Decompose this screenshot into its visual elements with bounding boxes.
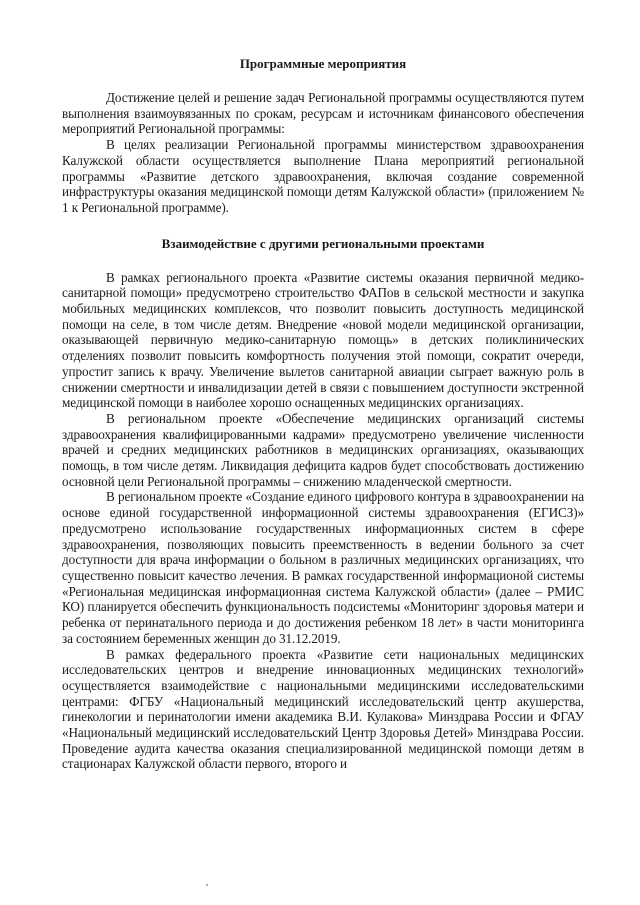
paragraph: В целях реализации Региональной программы министерством здравоохранения Калужской области осуществляется выполнение Плана мероприятий региональной программы «Развитие детского здравоохранения, включая создание современной инфраструктуры оказания медицинской помощи детям Калужской области» (приложением № 1 к Региональной программе). [62, 137, 584, 215]
scan-speck [206, 884, 208, 886]
paragraph: В рамках федерального проекта «Развитие сети национальных медицинских исследовательских центров и внедрение инновационных медицинских технологий» осуществляется взаимодействие с национальными медицинскими исследовательскими центрами: ФГБУ «Национальный медицинский исследовательский центр акушерства, гинекологии и перинатологии имени академика В.И. Кулакова» Минздрава России и ФГАУ «Национальный медицинский исследовательский Центр Здоровья Детей» Минздрава России. Проведение аудита качества оказания специализированной медицинской помощи детям в стационарах Калужской области первого, второго и [62, 646, 584, 772]
paragraph: Достижение целей и решение задач Региональной программы осуществляются путем выполнения взаимоувязанных по срокам, ресурсам и источникам финансового обеспечения мероприятий Региональной программы: [62, 90, 584, 137]
paragraph: В региональном проекте «Обеспечение медицинских организаций системы здравоохранения квалифицированными кадрами» предусмотрено увеличение численности врачей и средних медицинских работников в медицинских организациях, оказывающих помощь, в том числе детям. Ликвидация дефицита кадров будет способствовать достижению основной цели Региональной программы – снижению младенческой смертности. [62, 410, 584, 489]
section-title-program-activities: Программные мероприятия [239, 56, 407, 71]
paragraph: В рамках регионального проекта «Развитие системы оказания первичной медико-санитарной помощи» предусмотрено строительство ФАПов в сельской местности и закупка мобильных медицинских комплексов, что позволит повысить доступность медицинской помощи на селе, в том числе детям. Внедрение «новой модели медицинской организации, оказывающей первичную медико-санитарную помощь» в детских поликлинических отделениях позволит повысить комфортность получения этой помощи, сократит очереди, упростит запись к врачу. Увеличение вылетов санитарной авиации сыграет важную роль в снижении смертности и инвалидизации детей в связи с повышением доступности экстренной медицинской помощи в наиболее хорошо оснащенных медицинских организациях. [62, 269, 584, 411]
document-page [62, 56, 584, 772]
paragraph: В региональном проекте «Создание единого цифрового контура в здравоохранении на основе единой государственной информационной системы здравоохранения (ЕГИСЗ)» предусмотрено использование государственных информационных систем в сфере здравоохранения, позволяющих повысить преемственность в ведении больного за счет доступности для врача информации о больном в различных медицинских организациях, что существенно повысит качество лечения. В рамках государственной информационой системы «Региональная медицинская информационная система Калужской области» (далее – РМИС КО) планируется обеспечить функциональность подсистемы «Мониторинг здоровья матери и ребенка от перинатального периода и до достижения ребенком 18 лет» в части мониторинга за состоянием беременных женщин до 31.12.2019. [62, 489, 584, 646]
section-title-interaction-projects: Взаимодействие с другими региональными проектами [161, 235, 485, 251]
